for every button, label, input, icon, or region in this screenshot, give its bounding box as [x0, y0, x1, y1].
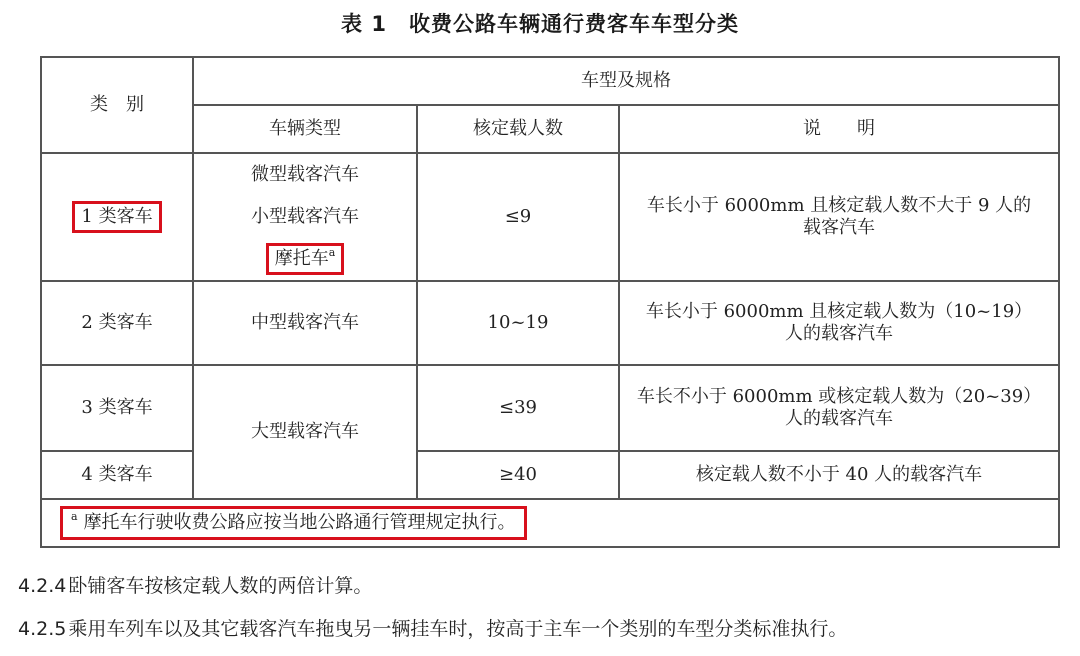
vehicle-classification-table [40, 56, 1060, 548]
table-title [0, 8, 1080, 38]
description-cell: 核定载人数不小于 40 人的载客汽车 [619, 451, 1059, 499]
vehicle-type-cell: 中型载客汽车 [193, 281, 417, 365]
header-category: 类 别 [41, 57, 193, 153]
description-line: 人的载客汽车 [785, 323, 894, 344]
seats-cell: ≥40 [417, 451, 619, 499]
category-cell: 2 类客车 [41, 281, 193, 365]
header-description: 说 明 [619, 105, 1059, 153]
seats-cell: 10~19 [417, 281, 619, 365]
vehicle-type-item: 摩托车 [274, 248, 329, 269]
footnote-row [41, 499, 1059, 547]
header-vehicle-type: 车辆类型 [193, 105, 417, 153]
highlighted-footnote [60, 506, 527, 541]
clause-number: 4.2.4 [18, 575, 67, 597]
footnote-marker: a [328, 246, 336, 259]
clause-4-2-4 [18, 571, 372, 598]
vehicle-type-item: 微型载客汽车 [251, 164, 359, 185]
vehicle-type-cell [193, 153, 417, 281]
header-seats: 核定载人数 [417, 105, 619, 153]
table-row [41, 153, 1059, 281]
footnote-text: 摩托车行驶收费公路应按当地公路通行管理规定执行。 [83, 511, 516, 533]
description-line: 载客汽车 [803, 217, 876, 238]
description-cell [619, 365, 1059, 451]
description-line: 人的载客汽车 [785, 408, 894, 429]
category-cell: 4 类客车 [41, 451, 193, 499]
clause-number: 4.2.5 [18, 618, 67, 640]
description-line: 车长小于 6000mm 且核定载人数为（10~19） [645, 300, 1033, 322]
highlighted-vehicle-type [266, 243, 345, 275]
clause-4-2-5 [18, 614, 847, 641]
description-cell [619, 281, 1059, 365]
footnote-mark: a [71, 509, 78, 523]
category-cell: 3 类客车 [41, 365, 193, 451]
description-cell [619, 153, 1059, 281]
vehicle-type-item: 小型载客汽车 [251, 206, 359, 227]
clause-text: 乘用车列车以及其它载客汽车拖曳另一辆挂车时，按高于主车一个类别的车型分类标准执行。 [68, 618, 848, 640]
table-title-text: 收费公路车辆通行费客车车型分类 [408, 12, 739, 36]
seats-cell: ≤39 [417, 365, 619, 451]
description-line: 车长小于 6000mm 且核定载人数不大于 9 人的 [646, 194, 1032, 216]
table-row [41, 281, 1059, 365]
category-cell [41, 153, 193, 281]
description-line: 车长不小于 6000mm 或核定载人数为（20~39） [636, 385, 1042, 407]
vehicle-type-cell: 大型载客汽车 [193, 365, 417, 499]
clause-text: 卧铺客车按核定载人数的两倍计算。 [68, 575, 373, 597]
table-number: 表 1 [341, 12, 387, 36]
table-row [41, 365, 1059, 451]
highlighted-category: 1 类客车 [72, 201, 161, 233]
header-spec-group: 车型及规格 [193, 57, 1059, 105]
seats-cell: ≤9 [417, 153, 619, 281]
